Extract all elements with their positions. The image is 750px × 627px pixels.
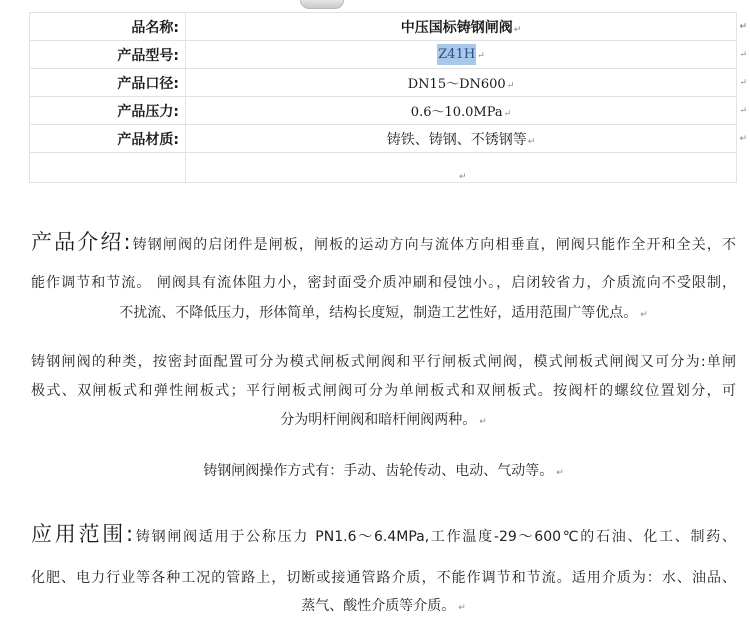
paragraph-mark: ↵	[477, 51, 485, 61]
paragraph-mark: ↵	[459, 172, 467, 182]
spec-value-text: 中压国标铸钢闸阀	[400, 19, 513, 36]
spec-row-caliber	[30, 69, 737, 97]
spec-value	[186, 125, 747, 153]
spec-row-material	[30, 125, 737, 153]
spec-value	[186, 97, 747, 125]
spec-value	[186, 13, 747, 41]
paragraph-mark: ↵	[458, 603, 466, 613]
spec-row-model	[30, 41, 737, 69]
spec-label-empty	[30, 153, 186, 183]
scope-line-1	[31, 518, 736, 548]
operation-text: 铸钢闸阀操作方式有：手动、齿轮传动、电动、气动等。	[203, 463, 554, 479]
scope-text-3: 蒸气、酸性介质等介质。	[301, 598, 456, 614]
intro-paragraph	[31, 226, 736, 336]
paragraph-mark: ↵	[503, 109, 512, 119]
spec-value-text: 0.6～10.0MPa	[410, 105, 503, 120]
types-paragraph	[31, 351, 736, 431]
paragraph-mark: ↵	[513, 24, 522, 35]
paragraph-mark: ↵	[556, 468, 564, 478]
intro-line-1	[31, 226, 736, 256]
paragraph-mark: ↵	[527, 136, 536, 147]
operation-line	[31, 460, 736, 480]
scope-line-2: 化肥、电力行业等各种工况的管路上，切断或接通管路介质，不能作调节和节流。适用介质为：水、油品、	[31, 570, 736, 586]
spec-label: 产品材质:	[30, 125, 186, 153]
operation-paragraph	[31, 460, 736, 482]
selected-text[interactable]: Z41H	[437, 44, 476, 65]
spec-value	[186, 69, 747, 97]
row-end-mark: ↵	[739, 77, 747, 88]
spec-value-text: 铸铁、铸钢、不锈钢等	[386, 131, 527, 148]
row-end-mark: ↵	[739, 105, 747, 116]
spec-table	[29, 12, 747, 183]
scope-paragraph	[31, 518, 736, 618]
types-line-2: 极式、双闸板式和弹性闸板式；平行闸板式闸阀可分为单闸板式和双闸板式。按阀杆的螺纹位置划分，可	[31, 383, 736, 399]
scope-line-3	[31, 595, 736, 615]
types-line-1: 铸钢闸阀的种类，按密封面配置可分为模式闸板式闸阀和平行闸板式闸阀，模式闸板式闸阀又可分为:单闸	[31, 354, 736, 370]
spec-label: 品名称:	[30, 13, 186, 41]
row-end-mark: ↵	[739, 133, 747, 144]
intro-line-2: 能作调节和节流。 闸阀具有流体阻力小，密封面受介质冲刷和侵蚀小。，启闭较省力，介质流向不受限制，	[31, 275, 736, 291]
spec-row-empty	[30, 153, 737, 183]
spec-value-text: DN15～DN600	[407, 77, 506, 92]
intro-line-3	[31, 302, 736, 322]
types-text-3: 分为明杆闸阀和暗杆闸阀两种。	[280, 412, 477, 428]
spec-row-pressure	[30, 97, 737, 125]
scope-heading: 应用范围:	[31, 522, 135, 546]
paragraph-mark: ↵	[506, 81, 515, 91]
spec-row-name	[30, 13, 737, 41]
spec-label: 产品口径:	[30, 69, 186, 97]
intro-text-1: 铸钢闸阀的启闭件是闸板，闸板的运动方向与流体方向相垂直，闸阀只能作全开和全关，不	[131, 237, 737, 253]
intro-text-3: 不扰流、不降低压力，形体简单，结构长度短，制造工艺性好，适用范围广等优点。	[119, 305, 638, 321]
spec-label: 产品压力:	[30, 97, 186, 125]
scope-text-1: 铸钢闸阀适用于公称压力 PN1.6～6.4MPa,工作温度-29～600℃的石油、化工、制药、	[134, 529, 736, 545]
row-end-mark: ↵	[739, 49, 747, 60]
types-line-3	[31, 409, 736, 429]
product-image-fragment	[300, 0, 344, 9]
paragraph-mark: ↵	[640, 310, 648, 320]
row-end-mark: ↵	[739, 21, 747, 32]
spec-label: 产品型号:	[30, 41, 186, 69]
spec-value	[186, 41, 747, 69]
intro-heading: 产品介绍:	[31, 230, 132, 254]
paragraph-mark: ↵	[479, 417, 487, 427]
